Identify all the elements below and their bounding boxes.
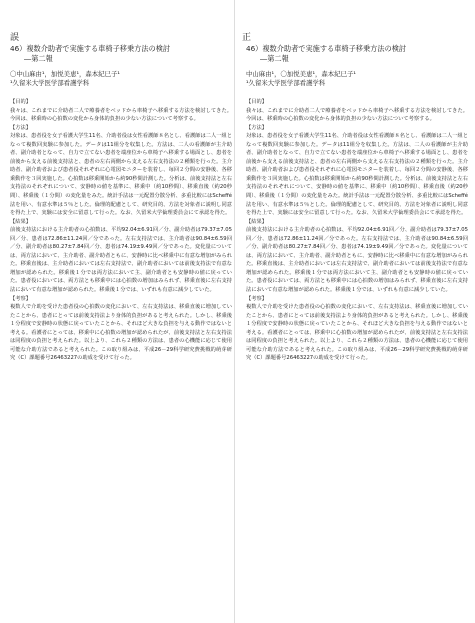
title-line-1: 46）複数介助者で実施する車椅子移乗方法の検討 [246, 44, 407, 53]
section-heading-discussion: 【考察】 [10, 295, 31, 302]
author-block [246, 70, 356, 88]
section-text-purpose: 我々は、これまでに介助者二人で療養者をベッドから車椅子へ移乗する方法を検討してきた。今回は、移乗時の心拍数の変化から身体的負担の少ない方法について考察する。 [10, 107, 232, 123]
correct-mark: 正 [242, 33, 252, 43]
section-heading-purpose: 【目的】 [246, 99, 267, 105]
author-affiliation: ¹久留米大学医学部看護学科 [246, 79, 326, 87]
column-divider [234, 0, 235, 623]
title-line-2: ―第二報 [260, 54, 289, 63]
section-heading-method: 【方法】 [10, 124, 31, 131]
abstract-body [10, 98, 232, 363]
author-names: 〇中山麻由¹，加悦美恵¹，森本紀巳子¹ [10, 70, 120, 78]
section-heading-discussion: 【考察】 [246, 295, 267, 302]
section-heading-results: 【結果】 [246, 218, 267, 225]
author-names: 中山麻由¹，〇加悦美恵¹，森本紀巳子¹ [246, 70, 356, 78]
author-block [10, 70, 120, 88]
section-text-method: 対象は、患者役を女子看護大学生11名、介助者役は女性看護師８名とし、看護師は二人一組となって複数回実験に参加した。データは11組分を収集した。方法は、二人の看護師が主介助者、副介助者となって、自力で立てない患者を端座位から車椅子へ移乗する場面とし、患者を前後から支える前後支持法と、患者の左右両側から支える左右支持法の２種類を行った。主介助者、副介助者および患者役それぞれに心電図モニターを装着し、毎回２分間の安静後、各移乗動作を３回実施した。心拍数は移乗開始から約90秒間計測した。分析は、前後支持法と左右支持法のそれぞれについて、安静時の値を基準に、移乗中（約10秒間）、移乗直後（約20秒間）、移乗後（１分間）の変化量をみた。統計手法は一元配置分散分析、多重比較にはScheffé法を用い、有意水準は５％とした。倫理的配慮として、研究目的、方法を対象者に説明し同意を得た上で、実験には安全に留意して行った。なお、久留米大学倫理委員会にて承認を得た。 [246, 133, 468, 217]
abstract-title [10, 44, 170, 64]
section-text-results: 前後支持法における主介助者の心拍数は、平均92.04±6.91回／分、副介助者は79.37±7.05回／分、患者は72.86±11.24回／分であった。左右支持法では、主介助者は90.84±6.59回／分、副介助者は80.27±7.84回／分、患者は74.19±9.49回／分であった。変化量については、両方法において、主介助者、副介助者ともに、安静時に比べ移乗中に有意な増加がみられた。移乗直後は、主介助者においては左右支持法で、副介助者においては前後支持法で有意な増加が認められた。移乗後１分では両方法において主、副介助者とも安静時の値に戻っていた。患者役においては、両方法とも移乗中には心拍数の増加はみられず、移乗直後に左右支持法において有意な増加が認められた。移乗後１分では、いずれも有意に減少していた。 [10, 227, 232, 294]
abstract-title [246, 44, 406, 64]
section-text-purpose: 我々は、これまでに介助者二人で療養者をベッドから車椅子へ移乗する方法を検討してきた。今回は、移乗時の心拍数の変化から身体的負担の少ない方法について考察する。 [246, 107, 468, 123]
incorrect-mark: 誤 [10, 33, 20, 43]
author-affiliation: ¹久留米大学医学部看護学科 [10, 79, 90, 87]
abstract-body [246, 98, 468, 363]
title-line-1: 46）複数介助者で実施する車椅子移乗方法の検討 [10, 44, 171, 53]
section-heading-results: 【結果】 [10, 218, 31, 225]
section-text-discussion: 複数人で介助を受けた患者役の心拍数の変化において、左右支持法は、移乗直後に増加していたことから、患者にとっては前後支持法より身体的負担があると考えられた。しかし、移乗後１分程度で安静時の状態に戻っていたことから、それほど大きな負担を与える動作ではないと考える。看護者にとっては、移乗中に心拍数の増加が認められたが、前後支持法と左右支持法は同程度の負担と考えられた。以上より、これら２種類の方法は、患者の心機能に応じて使用可能な介助方法であると考えられた。この取り組みは、平成26－29科学研究費挑戦的萌芽研究（C）課題番号26463227の助成を受けて行った。 [10, 304, 232, 362]
section-text-discussion: 複数人で介助を受けた患者役の心拍数の変化において、左右支持法は、移乗直後に増加していたことから、患者にとっては前後支持法より身体的負担があると考えられた。しかし、移乗後１分程度で安静時の状態に戻っていたことから、それほど大きな負担を与える動作ではないと考える。看護者にとっては、移乗中に心拍数の増加が認められたが、前後支持法と左右支持法は同程度の負担と考えられた。以上より、これら２種類の方法は、患者の心機能に応じて使用可能な介助方法であると考えられた。この取り組みは、平成26－29科学研究費挑戦的萌芽研究（C）課題番号26463227の助成を受けて行った。 [246, 304, 468, 362]
section-text-results: 前後支持法における主介助者の心拍数は、平均92.04±6.91回／分、副介助者は79.37±7.05回／分、患者は72.86±11.24回／分であった。左右支持法では、主介助者は90.84±6.59回／分、副介助者は80.27±7.84回／分、患者は74.19±9.49回／分であった。変化量については、両方法において、主介助者、副介助者ともに、安静時に比べ移乗中に有意な増加がみられた。移乗直後は、主介助者においては左右支持法で、副介助者においては前後支持法で有意な増加が認められた。移乗後１分では両方法において主、副介助者とも安静時の値に戻っていた。患者役においては、両方法とも移乗中には心拍数の増加はみられず、移乗直後に左右支持法において有意な増加が認められた。移乗後１分では、いずれも有意に減少していた。 [246, 227, 468, 294]
title-line-2: ―第二報 [24, 54, 53, 63]
section-text-method: 対象は、患者役を女子看護大学生11名、介助者役は女性看護師８名とし、看護師は二人一組となって複数回実験に参加した。データは11組分を収集した。方法は、二人の看護師が主介助者、副介助者となって、自力で立てない患者を端座位から車椅子へ移乗する場面とし、患者を前後から支える前後支持法と、患者の左右両側から支える左右支持法の２種類を行った。主介助者、副介助者および患者役それぞれに心電図モニターを装着し、毎回２分間の安静後、各移乗動作を３回実施した。心拍数は移乗開始から約90秒間計測した。分析は、前後支持法と左右支持法のそれぞれについて、安静時の値を基準に、移乗中（約10秒間）、移乗直後（約20秒間）、移乗後（１分間）の変化量をみた。統計手法は一元配置分散分析、多重比較にはScheffé法を用い、有意水準は５％とした。倫理的配慮として、研究目的、方法を対象者に説明し同意を得た上で、実験には安全に留意して行った。なお、久留米大学倫理委員会にて承認を得た。 [10, 133, 232, 217]
section-heading-method: 【方法】 [246, 124, 267, 131]
section-heading-purpose: 【目的】 [10, 99, 31, 105]
